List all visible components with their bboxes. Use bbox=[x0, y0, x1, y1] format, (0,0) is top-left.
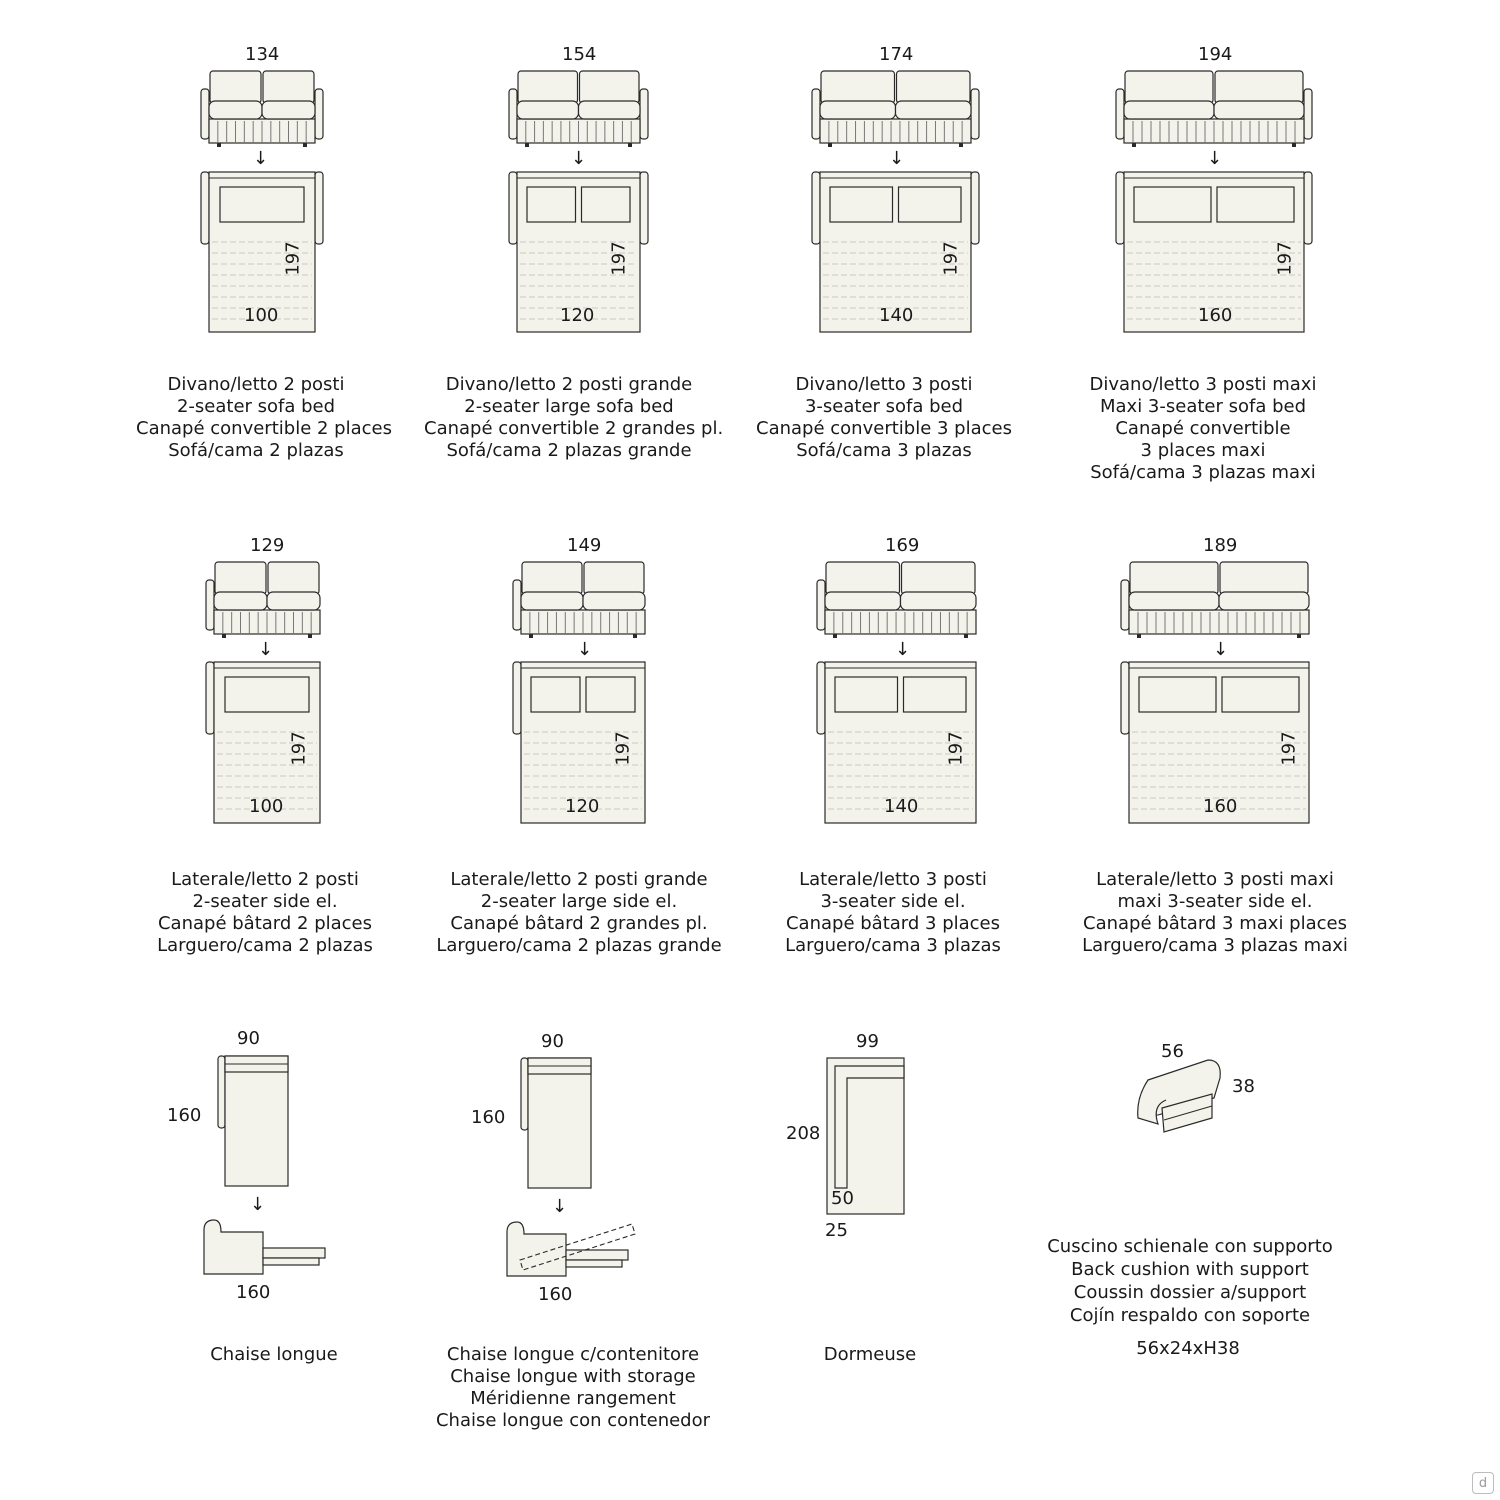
arrow-icon: ↓ bbox=[895, 639, 911, 660]
side-bed-1-width: 129 bbox=[250, 535, 285, 556]
chaise-arm bbox=[218, 1056, 225, 1128]
caption-line: Canapé convertible bbox=[1115, 418, 1291, 439]
sofa-seat-cushion bbox=[209, 101, 262, 119]
sofa-seat-cushion bbox=[521, 592, 583, 610]
chaise-storage-caption bbox=[433, 1344, 713, 1432]
sofa-bed-4-bed-width: 160 bbox=[1198, 305, 1233, 326]
sofa-back-cushion bbox=[522, 562, 582, 594]
caption-line: Méridienne rangement bbox=[470, 1388, 676, 1409]
side-bed-3-depth: 197 bbox=[945, 731, 967, 766]
sofa-base bbox=[820, 119, 971, 143]
sofa-back-cushion bbox=[1125, 71, 1213, 103]
caption-line: Laterale/letto 3 posti maxi bbox=[1096, 869, 1334, 890]
chaise-storage-width: 90 bbox=[541, 1031, 564, 1052]
sofa-bed-1-width: 134 bbox=[245, 44, 280, 65]
cushion-caption bbox=[1040, 1235, 1340, 1327]
caption-line: Larguero/cama 3 plazas bbox=[785, 935, 1001, 956]
sofa-seat-cushion bbox=[896, 101, 972, 119]
sofa-bed-1-bed-width: 100 bbox=[244, 305, 279, 326]
side-bed-1-depth: 197 bbox=[288, 731, 310, 766]
sofa-foot bbox=[1292, 143, 1296, 147]
sofa-back-cushion bbox=[518, 71, 578, 103]
sofa-bed-1-depth: 197 bbox=[282, 241, 304, 276]
bed-arm-left bbox=[509, 172, 517, 244]
caption-line: Canapé bâtard 3 maxi places bbox=[1083, 913, 1347, 934]
caption-line: Divano/letto 3 posti bbox=[795, 374, 973, 395]
sofa-bed-2-depth: 197 bbox=[608, 241, 630, 276]
chaise-side-bed bbox=[566, 1250, 628, 1260]
watermark-icon: d bbox=[1472, 1472, 1494, 1494]
side-bed-2-drawing bbox=[513, 562, 645, 823]
sofa-base bbox=[825, 610, 976, 634]
sofa-back-cushion bbox=[215, 562, 266, 594]
arrow-icon: ↓ bbox=[552, 1196, 568, 1217]
caption-line: Canapé convertible 2 grandes pl. bbox=[424, 418, 724, 439]
sofa-foot bbox=[1297, 634, 1301, 638]
sofa-back-cushion bbox=[1215, 71, 1303, 103]
cushion-drawing bbox=[1138, 1060, 1221, 1132]
caption-line: Dormeuse bbox=[823, 1344, 917, 1365]
pillow bbox=[527, 187, 576, 222]
sofa-foot bbox=[1132, 143, 1136, 147]
side-bed-4-drawing bbox=[1121, 562, 1309, 823]
side-bed-2-width: 149 bbox=[567, 535, 602, 556]
sofa-foot bbox=[964, 634, 968, 638]
pillow bbox=[531, 677, 580, 712]
chaise-bed-length: 160 bbox=[236, 1282, 271, 1303]
sofa-seat-cushion bbox=[579, 101, 641, 119]
sofa-arm-left bbox=[513, 580, 521, 630]
pillow bbox=[835, 677, 898, 712]
sofa-foot bbox=[222, 634, 226, 638]
sofa-back-cushion bbox=[897, 71, 971, 103]
pillow bbox=[1134, 187, 1211, 222]
sofa-foot bbox=[525, 143, 529, 147]
caption-line: Larguero/cama 2 plazas grande bbox=[436, 935, 722, 956]
sofa-seat-cushion bbox=[901, 592, 977, 610]
sofa-bed-2-caption bbox=[424, 374, 724, 462]
caption-line: Divano/letto 3 posti maxi bbox=[1089, 374, 1317, 395]
sofa-bed-4-drawing bbox=[1116, 71, 1312, 332]
sofa-foot bbox=[833, 634, 837, 638]
sofa-foot bbox=[633, 634, 637, 638]
sofa-bed-1-caption bbox=[136, 374, 392, 462]
chaise-side-body bbox=[204, 1220, 263, 1274]
caption-line: Divano/letto 2 posti grande bbox=[445, 374, 693, 395]
arrow-icon: ↓ bbox=[250, 1194, 266, 1215]
caption-line: Chaise longue bbox=[210, 1344, 338, 1365]
pillow bbox=[1217, 187, 1294, 222]
side-bed-3-caption bbox=[768, 869, 1018, 957]
sofa-foot bbox=[959, 143, 963, 147]
side-bed-3-width: 169 bbox=[885, 535, 920, 556]
chaise-side-body bbox=[507, 1222, 566, 1276]
pillow bbox=[904, 677, 967, 712]
caption-line: Larguero/cama 2 plazas bbox=[157, 935, 373, 956]
pillow bbox=[1139, 677, 1216, 712]
caption-line: Sofá/cama 2 plazas bbox=[168, 440, 344, 461]
sofa-seat-cushion bbox=[214, 592, 267, 610]
pillow bbox=[582, 187, 631, 222]
caption-line: 2-seater side el. bbox=[192, 891, 338, 912]
sofa-foot bbox=[303, 143, 307, 147]
caption-line: Maxi 3-seater sofa bed bbox=[1099, 396, 1307, 417]
caption-line: Canapé bâtard 3 places bbox=[785, 913, 1000, 934]
pillow bbox=[586, 677, 635, 712]
side-bed-1-drawing bbox=[206, 562, 320, 823]
bed-arm-left bbox=[1116, 172, 1124, 244]
chaise-drawing bbox=[204, 1056, 325, 1274]
bed-arm-left bbox=[1121, 662, 1129, 734]
sofa-foot bbox=[1137, 634, 1141, 638]
sofa-back-cushion bbox=[268, 562, 319, 594]
sofa-bed-3-width: 174 bbox=[879, 44, 914, 65]
bed-arm-right bbox=[971, 172, 979, 244]
side-bed-4-width: 189 bbox=[1203, 535, 1238, 556]
caption-line: 3 places maxi bbox=[1140, 440, 1266, 461]
side-bed-4-bed-width: 160 bbox=[1203, 796, 1238, 817]
dormeuse-seat: 50 bbox=[831, 1188, 854, 1209]
sofa-arm-left bbox=[206, 580, 214, 630]
side-bed-4-caption bbox=[1070, 869, 1360, 957]
caption-line: 3-seater side el. bbox=[820, 891, 966, 912]
sofa-seat-cushion bbox=[262, 101, 315, 119]
caption-line: Laterale/letto 2 posti bbox=[171, 869, 359, 890]
sofa-seat-cushion bbox=[1219, 592, 1309, 610]
caption-line: Chaise longue c/contenitore bbox=[446, 1344, 700, 1365]
sofa-arm-left bbox=[201, 89, 209, 139]
chaise-storage-depth: 160 bbox=[471, 1107, 506, 1128]
sofa-arm-left bbox=[509, 89, 517, 139]
bed-arm-left bbox=[513, 662, 521, 734]
sofa-bed-4-depth: 197 bbox=[1274, 241, 1296, 276]
sofa-arm-right bbox=[315, 89, 323, 139]
sofa-seat-cushion bbox=[825, 592, 901, 610]
sofa-arm-left bbox=[1121, 580, 1129, 630]
chaise-storage-drawing bbox=[507, 1058, 635, 1276]
caption-line: Larguero/cama 3 plazas maxi bbox=[1082, 935, 1348, 956]
sofa-bed-3-caption bbox=[754, 374, 1014, 462]
arrow-icon: ↓ bbox=[889, 148, 905, 169]
caption-line: Sofá/cama 3 plazas bbox=[796, 440, 972, 461]
cushion-size: 56x24xH38 bbox=[1136, 1338, 1240, 1359]
pillow bbox=[220, 187, 304, 222]
caption-line: Sofá/cama 2 plazas grande bbox=[446, 440, 692, 461]
chaise-seat bbox=[528, 1058, 591, 1188]
chaise-side-frame bbox=[566, 1260, 622, 1267]
arrow-icon: ↓ bbox=[253, 148, 269, 169]
sofa-arm-left bbox=[812, 89, 820, 139]
side-bed-4-depth: 197 bbox=[1278, 731, 1300, 766]
sofa-foot bbox=[529, 634, 533, 638]
sofa-back-cushion bbox=[580, 71, 640, 103]
caption-line: Chaise longue with storage bbox=[450, 1366, 696, 1387]
sofa-arm-left bbox=[1116, 89, 1124, 139]
side-bed-2-caption bbox=[429, 869, 729, 957]
sofa-back-cushion bbox=[210, 71, 261, 103]
pillow bbox=[899, 187, 962, 222]
sofa-bed-3-depth: 197 bbox=[940, 241, 962, 276]
sofa-seat-cushion bbox=[267, 592, 320, 610]
sofa-back-cushion bbox=[826, 562, 900, 594]
sofa-arm-right bbox=[640, 89, 648, 139]
bed-arm-left bbox=[812, 172, 820, 244]
cushion-length: 56 bbox=[1161, 1041, 1184, 1062]
sofa-foot bbox=[628, 143, 632, 147]
chaise-width: 90 bbox=[237, 1028, 260, 1049]
caption-line: Divano/letto 2 posti bbox=[167, 374, 345, 395]
sofa-foot bbox=[828, 143, 832, 147]
dormeuse-depth: 208 bbox=[786, 1123, 821, 1144]
sofa-foot bbox=[217, 143, 221, 147]
sofa-bed-1-drawing bbox=[201, 71, 323, 332]
side-bed-2-bed-width: 120 bbox=[565, 796, 600, 817]
sofa-foot bbox=[308, 634, 312, 638]
bed-arm-left bbox=[206, 662, 214, 734]
pillow bbox=[1222, 677, 1299, 712]
sofa-bed-2-bed-width: 120 bbox=[560, 305, 595, 326]
caption-line: Canapé convertible 3 places bbox=[756, 418, 1012, 439]
bed-arm-right bbox=[1304, 172, 1312, 244]
side-bed-3-bed-width: 140 bbox=[884, 796, 919, 817]
sofa-seat-cushion bbox=[517, 101, 579, 119]
caption-line: Laterale/letto 3 posti bbox=[799, 869, 987, 890]
caption-line: Canapé bâtard 2 grandes pl. bbox=[450, 913, 708, 934]
bed-arm-left bbox=[817, 662, 825, 734]
sofa-bed-3-bed-width: 140 bbox=[879, 305, 914, 326]
sofa-seat-cushion bbox=[1214, 101, 1304, 119]
arrow-icon: ↓ bbox=[258, 639, 274, 660]
pillow bbox=[830, 187, 893, 222]
side-bed-2-depth: 197 bbox=[612, 731, 634, 766]
caption-line: Coussin dossier a/support bbox=[1073, 1282, 1307, 1303]
sofa-bed-3-drawing bbox=[812, 71, 979, 332]
sofa-back-cushion bbox=[902, 562, 976, 594]
chaise-side-frame bbox=[263, 1258, 319, 1265]
chaise-arm bbox=[521, 1058, 528, 1130]
caption-line: 3-seater sofa bed bbox=[804, 396, 964, 417]
side-bed-3-drawing bbox=[817, 562, 976, 823]
sofa-back-cushion bbox=[263, 71, 314, 103]
sofa-back-cushion bbox=[821, 71, 895, 103]
sofa-arm-right bbox=[1304, 89, 1312, 139]
sofa-bed-4-width: 194 bbox=[1198, 44, 1233, 65]
caption-line: Cuscino schienale con supporto bbox=[1047, 1236, 1333, 1257]
sofa-seat-cushion bbox=[820, 101, 896, 119]
sofa-seat-cushion bbox=[1129, 592, 1219, 610]
bed-arm-left bbox=[201, 172, 209, 244]
sofa-arm-left bbox=[817, 580, 825, 630]
arrow-icon: ↓ bbox=[1213, 639, 1229, 660]
caption-line: Chaise longue con contenedor bbox=[435, 1410, 711, 1431]
chaise-caption bbox=[174, 1344, 374, 1366]
caption-line: Canapé convertible 2 places bbox=[136, 418, 392, 439]
sofa-back-cushion bbox=[1130, 562, 1218, 594]
caption-line: Laterale/letto 2 posti grande bbox=[450, 869, 708, 890]
cushion-height: 38 bbox=[1232, 1076, 1255, 1097]
caption-line: Canapé bâtard 2 places bbox=[157, 913, 372, 934]
dormeuse-arm: 25 bbox=[825, 1220, 848, 1241]
sofa-seat-cushion bbox=[1124, 101, 1214, 119]
sofa-bed-2-width: 154 bbox=[562, 44, 597, 65]
chaise-depth: 160 bbox=[167, 1105, 202, 1126]
dormeuse-width: 99 bbox=[856, 1031, 879, 1052]
chaise-seat bbox=[225, 1056, 288, 1186]
arrow-icon: ↓ bbox=[571, 148, 587, 169]
sofa-back-cushion bbox=[584, 562, 644, 594]
pillow bbox=[225, 677, 309, 712]
caption-line: 2-seater sofa bed bbox=[176, 396, 336, 417]
caption-line: 2-seater large side el. bbox=[480, 891, 678, 912]
chaise-storage-bed-length: 160 bbox=[538, 1284, 573, 1305]
arrow-icon: ↓ bbox=[1207, 148, 1223, 169]
sofa-back-cushion bbox=[1220, 562, 1308, 594]
caption-line: 2-seater large sofa bed bbox=[464, 396, 674, 417]
caption-line: Back cushion with support bbox=[1071, 1259, 1309, 1280]
bed-arm-right bbox=[640, 172, 648, 244]
caption-line: Cojín respaldo con soporte bbox=[1069, 1305, 1311, 1326]
caption-line: maxi 3-seater side el. bbox=[1117, 891, 1313, 912]
caption-line: Sofá/cama 3 plazas maxi bbox=[1090, 462, 1316, 483]
chaise-side-bed bbox=[263, 1248, 325, 1258]
sofa-bed-2-drawing bbox=[509, 71, 648, 332]
dormeuse-caption bbox=[790, 1344, 950, 1366]
sofa-arm-right bbox=[971, 89, 979, 139]
sofa-bed-4-caption bbox=[1073, 374, 1333, 484]
side-bed-1-caption bbox=[140, 869, 390, 957]
bed-arm-right bbox=[315, 172, 323, 244]
sofa-seat-cushion bbox=[583, 592, 645, 610]
side-bed-1-bed-width: 100 bbox=[249, 796, 284, 817]
arrow-icon: ↓ bbox=[577, 639, 593, 660]
